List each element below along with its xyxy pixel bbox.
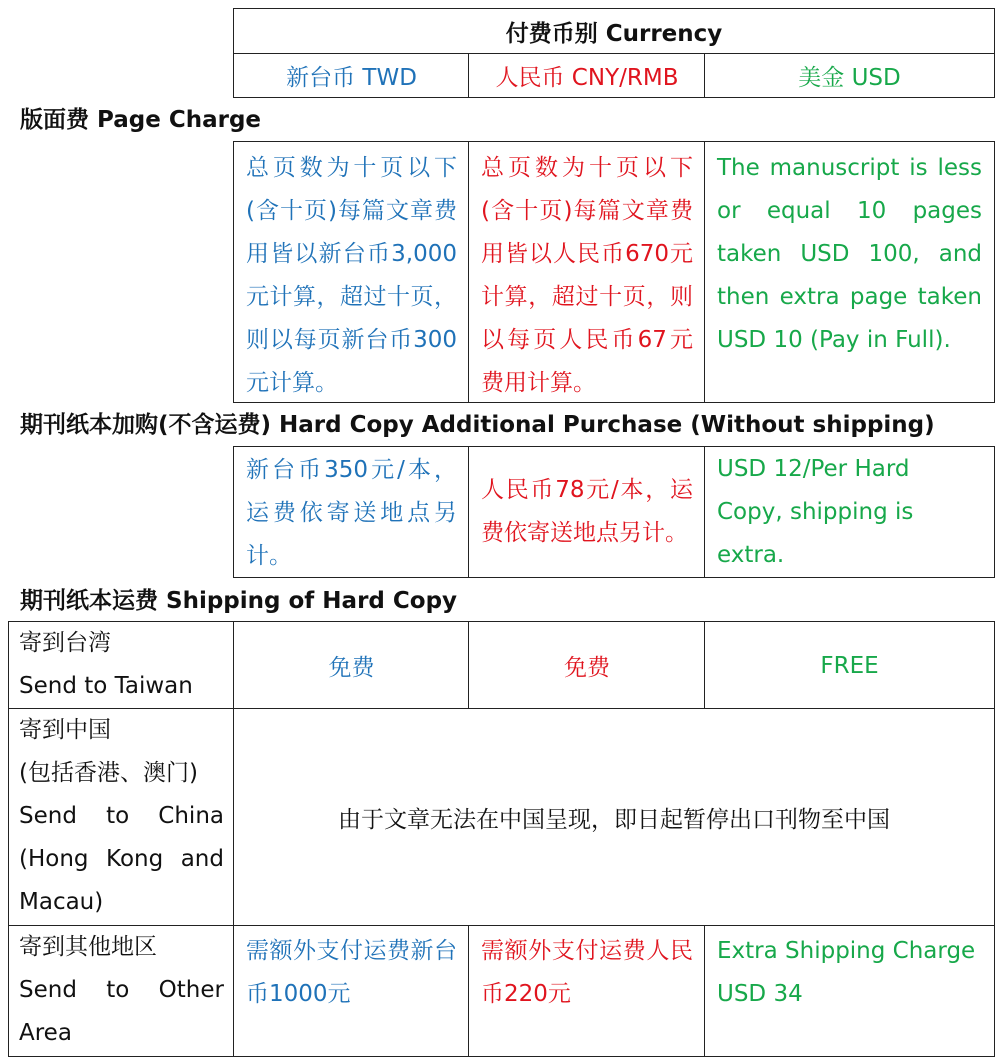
hard-copy-usd-cell <box>704 446 995 578</box>
shipping-china-label-zh: 寄到中国 <box>19 717 111 743</box>
shipping-other-cny-cell <box>468 925 706 1057</box>
shipping-china-notice: 由于文章无法在中国呈现，即日起暂停出口刊物至中国 <box>338 807 890 833</box>
shipping-china-label-zh2: (包括香港、澳门) <box>19 760 198 786</box>
shipping-taiwan-label-cell <box>8 621 235 710</box>
shipping-taiwan-label-zh: 寄到台湾 <box>19 630 111 656</box>
shipping-china-label-en: Send to China (Hong Kong and Macau) <box>19 803 224 915</box>
hard-copy-heading: 期刊纸本加购(不含运费) Hard Copy Additional Purchase (Without shipping) <box>20 412 935 438</box>
currency-cny-cell <box>468 53 706 98</box>
shipping-china-merged-cell <box>233 708 995 927</box>
shipping-taiwan-label-en: Send to Taiwan <box>19 673 193 699</box>
shipping-other-label-zh: 寄到其他地区 <box>19 934 157 960</box>
page-charge-usd: The manuscript is less or equal 10 pages taken USD 100, and then extra page taken USD 10 (Pay in Full). <box>717 155 982 353</box>
hard-copy-twd: 新台币350元/本，运费依寄送地点另计。 <box>246 457 457 569</box>
shipping-other-usd-cell <box>704 925 995 1057</box>
shipping-taiwan-twd: 免费 <box>328 655 375 681</box>
shipping-taiwan-usd: FREE <box>820 652 879 679</box>
page-charge-cny-cell <box>468 141 706 403</box>
shipping-taiwan-cny: 免费 <box>564 655 610 681</box>
shipping-other-label-en: Send to Other Area <box>19 977 224 1046</box>
hard-copy-cny-cell <box>468 446 706 578</box>
page-charge-twd: 总页数为十页以下(含十页)每篇文章费用皆以新台币3,000元计算，超过十页，则以每页新台币300元计算。 <box>246 155 457 396</box>
shipping-other-twd: 需额外支付运费新台币1000元 <box>246 938 457 1007</box>
shipping-taiwan-usd-cell <box>704 621 995 710</box>
hard-copy-twd-cell <box>233 446 470 578</box>
shipping-other-usd: Extra Shipping Charge USD 34 <box>717 938 976 1007</box>
currency-twd-cell <box>233 53 470 98</box>
shipping-taiwan-cny-cell <box>468 621 706 710</box>
currency-twd: 新台币 TWD <box>286 65 417 91</box>
currency-usd-cell <box>704 53 995 98</box>
page-charge-heading: 版面费 Page Charge <box>20 107 262 133</box>
hard-copy-cny: 人民币78元/本，运费依寄送地点另计。 <box>481 477 693 546</box>
shipping-other-cny: 需额外支付运费人民币220元 <box>481 938 693 1007</box>
currency-cny: 人民币 CNY/RMB <box>495 65 679 91</box>
currency-usd: 美金 USD <box>798 65 901 91</box>
page-charge-cny: 总页数为十页以下(含十页)每篇文章费用皆以人民币670元计算，超过十页，则以每页人民币67元费用计算。 <box>481 155 693 396</box>
page-charge-usd-cell <box>704 141 995 403</box>
hard-copy-usd: USD 12/Per Hard Copy, shipping is extra. <box>717 455 914 568</box>
shipping-china-label-cell <box>8 708 235 927</box>
currency-title: 付费币别 Currency <box>505 21 723 47</box>
shipping-other-twd-cell <box>233 925 470 1057</box>
currency-title-cell <box>233 8 995 55</box>
page-charge-twd-cell <box>233 141 470 403</box>
shipping-other-label-cell <box>8 925 235 1057</box>
shipping-heading: 期刊纸本运费 Shipping of Hard Copy <box>20 588 458 614</box>
shipping-taiwan-twd-cell <box>233 621 470 710</box>
